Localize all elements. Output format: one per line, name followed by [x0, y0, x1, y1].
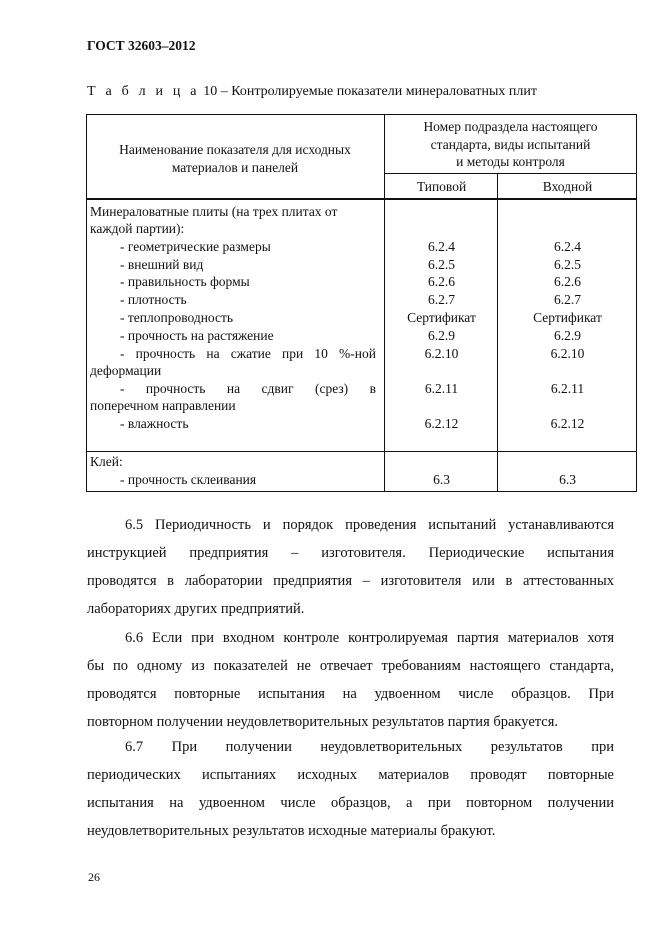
section-divider-rule: [86, 451, 637, 452]
table-row-name: - геометрические размеры: [120, 239, 271, 254]
table-cell-incoming: 6.2.9: [554, 328, 581, 343]
indicators-table: [86, 114, 637, 492]
table-row-name: - правильность формы: [120, 274, 250, 289]
header-line: материалов и панелей: [171, 159, 299, 175]
table-cell-typical: 6.2.11: [424, 381, 459, 396]
table-row-name: деформации: [90, 363, 162, 378]
subheader-rule: [384, 173, 637, 174]
table-cell-typical: 6.2.9: [428, 328, 455, 343]
table-cell-incoming: 6.2.6: [554, 274, 581, 289]
table-border-bottom: [86, 491, 637, 492]
table-cell-incoming: 6.2.5: [554, 257, 581, 272]
table-row-name: - прочность на сжатие при 10 %-ной: [120, 346, 376, 361]
header-incoming: Входной: [542, 179, 593, 194]
text-line: 6.5 Периодичность и порядок проведения испытаний устанавливаются: [125, 517, 614, 533]
table-row-name: - теплопроводность: [120, 310, 234, 325]
table-cell-incoming: 6.2.11: [550, 381, 585, 396]
text-line: неудовлетворительных результатов исходные материалы бракуют.: [87, 823, 496, 839]
section-title: Минераловатные плиты (на трех плитах от: [90, 204, 338, 219]
text-line: инструкцией предприятия – изготовителя. Периодические испытания: [87, 545, 614, 561]
table-cell-incoming: 6.2.12: [550, 416, 585, 431]
table-row-name: поперечном направлении: [90, 398, 236, 413]
section-title: Клей:: [90, 454, 123, 469]
table-border-top: [86, 114, 637, 115]
caption-number: 10: [203, 84, 218, 99]
table-cell-typical: 6.2.10: [424, 346, 459, 361]
text-line: 6.7 При получении неудовлетворительных результатов при: [125, 739, 614, 755]
table-cell-typical: 6.2.5: [428, 257, 455, 272]
caption-label: Т а б л и ц а: [87, 84, 200, 99]
table-cell-typical: Сертификат: [407, 310, 476, 325]
text-line: проводятся повторные испытания на удвоенном числе образцов. При: [87, 686, 614, 702]
header-method-group: [385, 118, 636, 171]
column-divider-1: [384, 114, 385, 492]
table-cell-incoming: 6.2.7: [554, 292, 581, 307]
caption-dash: –: [220, 84, 228, 99]
paragraph-6-7: [87, 733, 614, 845]
document-id: ГОСТ 32603–2012: [87, 38, 196, 53]
table-cell-incoming: 6.3: [559, 472, 576, 487]
table-row-name: - плотность: [120, 292, 187, 307]
text-line: 6.6 Если при входном контроле контролируемая партия материалов хотя: [125, 630, 614, 646]
table-cell-incoming: 6.2.4: [554, 239, 581, 254]
header-bottom-rule: [86, 198, 637, 200]
header-indicator-name: [86, 141, 384, 176]
table-cell-typical: 6.2.7: [428, 292, 455, 307]
text-line: периодических испытаниях исходных материалов проводят повторные: [87, 767, 614, 783]
table-cell-typical: 6.2.12: [424, 416, 459, 431]
header-line: Наименование показателя для исходных: [119, 142, 351, 157]
table-caption: [87, 84, 537, 100]
table-row-name: - влажность: [120, 416, 189, 431]
header-typical: Типовой: [416, 179, 467, 194]
table-cell-typical: 6.2.4: [428, 239, 455, 254]
section-title: каждой партии):: [90, 221, 185, 236]
text-line: повторном получении неудовлетворительных результатов партия бракуется.: [87, 714, 559, 730]
table-row-name: - прочность на сдвиг (срез) в: [120, 381, 376, 396]
table-cell-incoming: Сертификат: [533, 310, 602, 325]
table-cell-typical: 6.2.6: [428, 274, 455, 289]
header-line: и методы контроля: [456, 154, 565, 169]
table-cell-incoming: 6.2.10: [550, 346, 585, 361]
caption-title: Контролируемые показатели минераловатных плит: [231, 84, 537, 99]
text-line: бы по одному из показателей не отвечает требованиям настоящего стандарта,: [87, 658, 614, 674]
text-line: лабораториях других предприятий.: [87, 601, 305, 617]
header-line: стандарта, виды испытаний: [430, 136, 591, 152]
text-line: проводятся в лаборатории предприятия – изготовителя или в аттестованных: [87, 573, 614, 589]
paragraph-6-6: [87, 624, 614, 736]
text-line: испытания на удвоенном числе образцов, а при повторном получении: [87, 795, 614, 811]
table-row-name: - внешний вид: [120, 257, 204, 272]
table-cell-typical: 6.3: [433, 472, 450, 487]
page-number: 26: [88, 870, 100, 884]
table-row-name: - прочность на растяжение: [120, 328, 274, 343]
paragraph-6-5: [87, 511, 614, 623]
header-line: Номер подраздела настоящего: [423, 119, 598, 134]
table-row-name: - прочность склеивания: [120, 472, 257, 487]
